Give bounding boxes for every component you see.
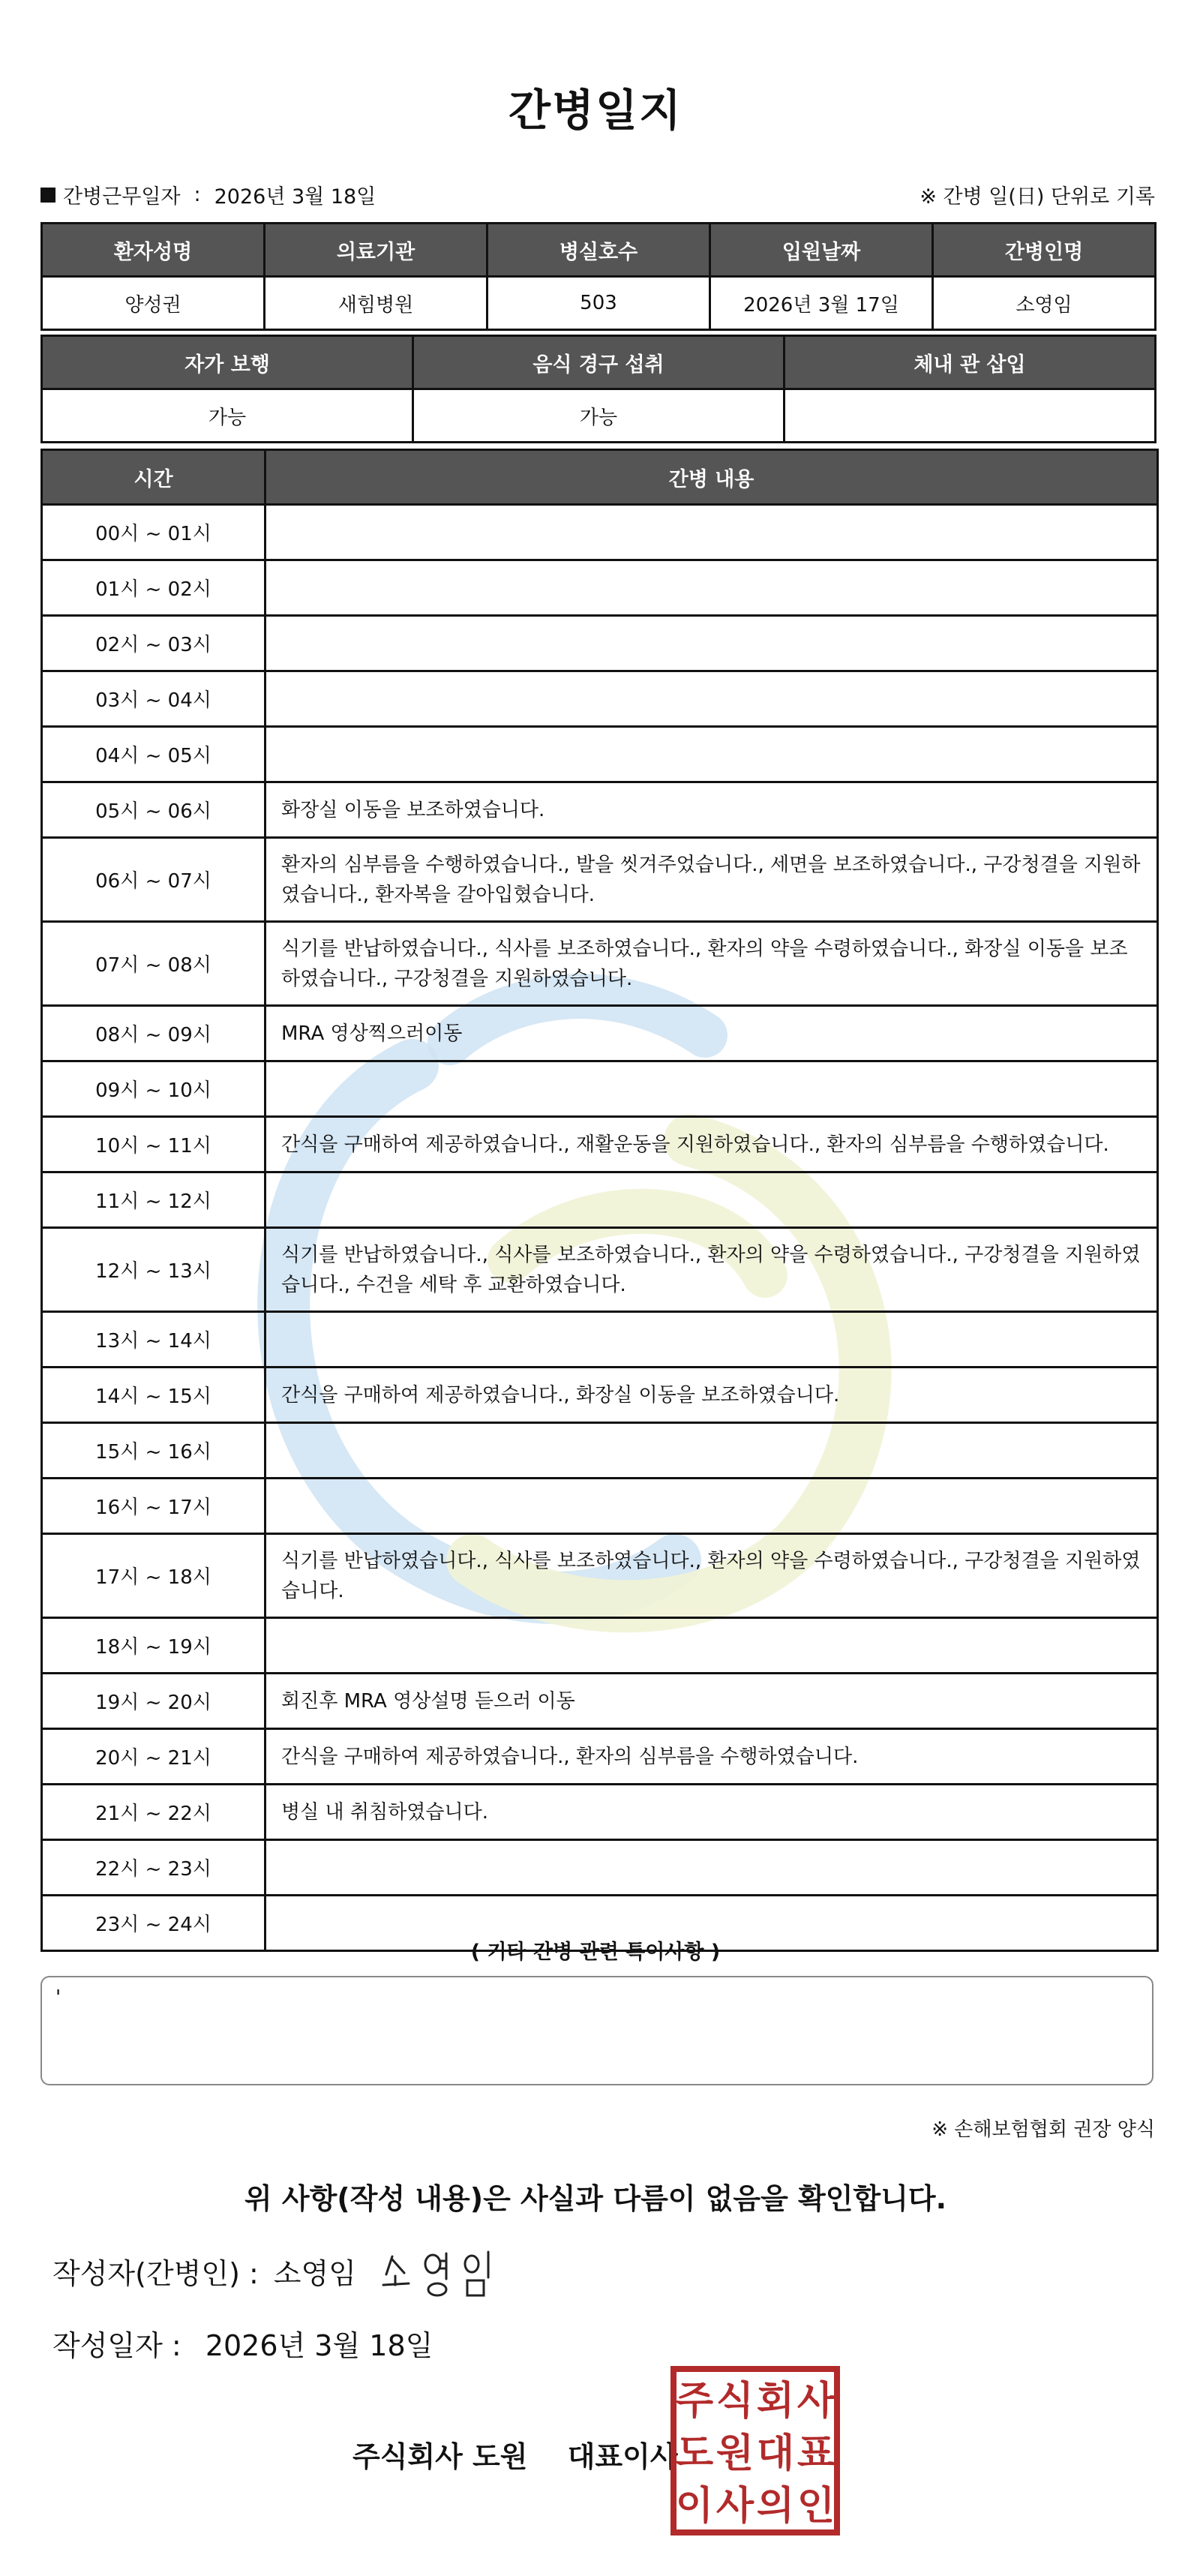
log-row [42,560,1158,616]
written-date-value: 2026년 3월 18일 [205,2329,434,2362]
log-content: 병실 내 취침하였습니다. [266,1785,1158,1840]
log-time: 23시 ~ 24시 [42,1896,266,1951]
company-ceo-title: 대표이사 [567,2440,678,2473]
caregiver-name: 소영임 [933,277,1156,330]
log-row [42,1785,1158,1840]
header-caregiver-name: 간병인명 [933,224,1156,277]
log-time: 22시 ~ 23시 [42,1840,266,1896]
header-time: 시간 [42,450,266,505]
seal-glyph: 식 [716,2379,754,2424]
log-time: 01시 ~ 02시 [42,560,266,616]
header-tube-insertion: 체내 관 삽입 [784,336,1156,389]
log-content [266,1479,1158,1534]
seal-glyph: 주 [675,2379,714,2424]
company-name: 주식회사 도원 [352,2440,528,2473]
log-row [42,1423,1158,1479]
header-self-walking: 자가 보행 [42,336,413,389]
log-content: 식기를 반납하였습니다., 식사를 보조하였습니다., 환자의 약을 수령하였습니다., 구강청결을 지원하였습니다., 수건을 세탁 후 교환하였습니다. [266,1228,1158,1312]
log-content: 식기를 반납하였습니다., 식사를 보조하였습니다., 환자의 약을 수령하였습니다., 구강청결을 지원하였습니다. [266,1534,1158,1618]
log-row [42,1479,1158,1534]
log-row [42,671,1158,727]
log-content: MRA 영상찍으러이동 [266,1006,1158,1061]
log-time: 09시 ~ 10시 [42,1061,266,1117]
seal-glyph: 사 [796,2379,836,2424]
header-care-content: 간병 내용 [266,450,1158,505]
room-number: 503 [488,277,710,330]
header-hospital: 의료기관 [265,224,488,277]
log-time: 05시 ~ 06시 [42,782,266,838]
header-oral-intake: 음식 경구 섭취 [413,336,784,389]
log-row [42,1534,1158,1618]
log-time: 15시 ~ 16시 [42,1423,266,1479]
header-patient-name: 환자성명 [42,224,265,277]
log-content [266,1618,1158,1674]
work-date-separator: : [194,183,201,206]
seal-glyph: 사 [716,2484,754,2529]
log-row [42,1172,1158,1228]
log-row [42,1674,1158,1729]
work-date-line [40,180,376,209]
log-content [266,505,1158,560]
log-content [266,1423,1158,1479]
writer-line [52,2250,356,2292]
seal-glyph: 회 [756,2379,795,2424]
admission-date: 2026년 3월 17일 [710,277,933,330]
patient-status-table [40,335,1156,443]
log-time: 14시 ~ 15시 [42,1368,266,1423]
oral-intake-value: 가능 [413,389,784,443]
remarks-title: ( 기타 간병 관련 특이사항 ) [470,1941,721,1964]
log-content [266,1840,1158,1896]
seal-glyph: 도 [675,2431,714,2476]
log-content [266,1896,1158,1951]
log-time: 04시 ~ 05시 [42,727,266,782]
log-row [42,922,1158,1006]
confirmation-statement: 위 사항(작성 내용)은 사실과 다름이 없음을 확인합니다. [244,2182,947,2215]
log-content [266,727,1158,782]
work-date-value: 2026년 3월 18일 [214,185,376,209]
written-date-label: 작성일자 : [52,2329,182,2362]
company-line [352,2433,678,2475]
written-date-line [52,2322,433,2364]
work-date-label: 간병근무일자 [63,185,181,209]
log-content: 화장실 이동을 보조하였습니다. [266,782,1158,838]
seal-glyph: 원 [716,2431,754,2476]
log-time: 20시 ~ 21시 [42,1729,266,1785]
writer-name: 소영임 [273,2257,356,2290]
log-time: 19시 ~ 20시 [42,1674,266,1729]
handwritten-signature [379,2243,506,2303]
log-time: 08시 ~ 09시 [42,1006,266,1061]
log-time: 16시 ~ 17시 [42,1479,266,1534]
care-log-table [40,449,1159,1952]
log-time: 13시 ~ 14시 [42,1312,266,1368]
log-time: 10시 ~ 11시 [42,1117,266,1172]
log-row [42,1840,1158,1896]
log-content [266,1172,1158,1228]
log-row [42,1061,1158,1117]
hospital-name: 새힘병원 [265,277,488,330]
patient-name: 양성권 [42,277,265,330]
log-time: 07시 ~ 08시 [42,922,266,1006]
log-time: 03시 ~ 04시 [42,671,266,727]
document-title: 간병일지 [508,85,683,136]
log-content [266,671,1158,727]
seal-glyph: 인 [796,2484,836,2529]
seal-glyph: 대 [756,2431,795,2476]
log-row [42,1312,1158,1368]
log-row [42,727,1158,782]
unit-note: ※ 간병 일(日) 단위로 기록 [920,185,1155,209]
log-content [266,1061,1158,1117]
form-note: ※ 손해보험협회 권장 양식 [932,2118,1155,2141]
log-time: 17시 ~ 18시 [42,1534,266,1618]
log-content: 간식을 구매하여 제공하였습니다., 화장실 이동을 보조하였습니다. [266,1368,1158,1423]
seal-glyph: 표 [796,2431,836,2476]
log-time: 12시 ~ 13시 [42,1228,266,1312]
log-time: 02시 ~ 03시 [42,616,266,671]
log-time: 18시 ~ 19시 [42,1618,266,1674]
log-row [42,1729,1158,1785]
log-row [42,1006,1158,1061]
header-room-number: 병실호수 [488,224,710,277]
log-content [266,616,1158,671]
seal-glyph: 의 [756,2484,795,2529]
header-admission-date: 입원날짜 [710,224,933,277]
patient-info-table [40,222,1156,331]
remarks-box: ' [40,1976,1154,2085]
log-row [42,505,1158,560]
log-time: 21시 ~ 22시 [42,1785,266,1840]
log-time: 00시 ~ 01시 [42,505,266,560]
log-row [42,1896,1158,1951]
tube-insertion-value [784,389,1156,443]
log-row [42,838,1158,922]
log-content: 간식을 구매하여 제공하였습니다., 환자의 심부름을 수행하였습니다. [266,1729,1158,1785]
company-seal [670,2366,840,2535]
log-content: 회진후 MRA 영상설명 듣으러 이동 [266,1674,1158,1729]
log-row [42,1228,1158,1312]
square-bullet-icon [40,188,56,203]
seal-glyph: 이 [675,2484,714,2529]
log-row [42,782,1158,838]
log-row [42,1117,1158,1172]
log-content: 간식을 구매하여 제공하였습니다., 재활운동을 지원하였습니다., 환자의 심부름을 수행하였습니다. [266,1117,1158,1172]
log-row [42,616,1158,671]
log-content: 식기를 반납하였습니다., 식사를 보조하였습니다., 환자의 약을 수령하였습니다., 화장실 이동을 보조하였습니다., 구강청결을 지원하였습니다. [266,922,1158,1006]
log-row [42,1618,1158,1674]
log-time: 11시 ~ 12시 [42,1172,266,1228]
log-row [42,1368,1158,1423]
log-content [266,1312,1158,1368]
log-time: 06시 ~ 07시 [42,838,266,922]
writer-label: 작성자(간병인) : [52,2257,259,2290]
self-walking-value: 가능 [42,389,413,443]
log-content [266,560,1158,616]
log-content: 환자의 심부름을 수행하였습니다., 발을 씻겨주었습니다., 세면을 보조하였습니다., 구강청결을 지원하였습니다., 환자복을 갈아입혔습니다. [266,838,1158,922]
